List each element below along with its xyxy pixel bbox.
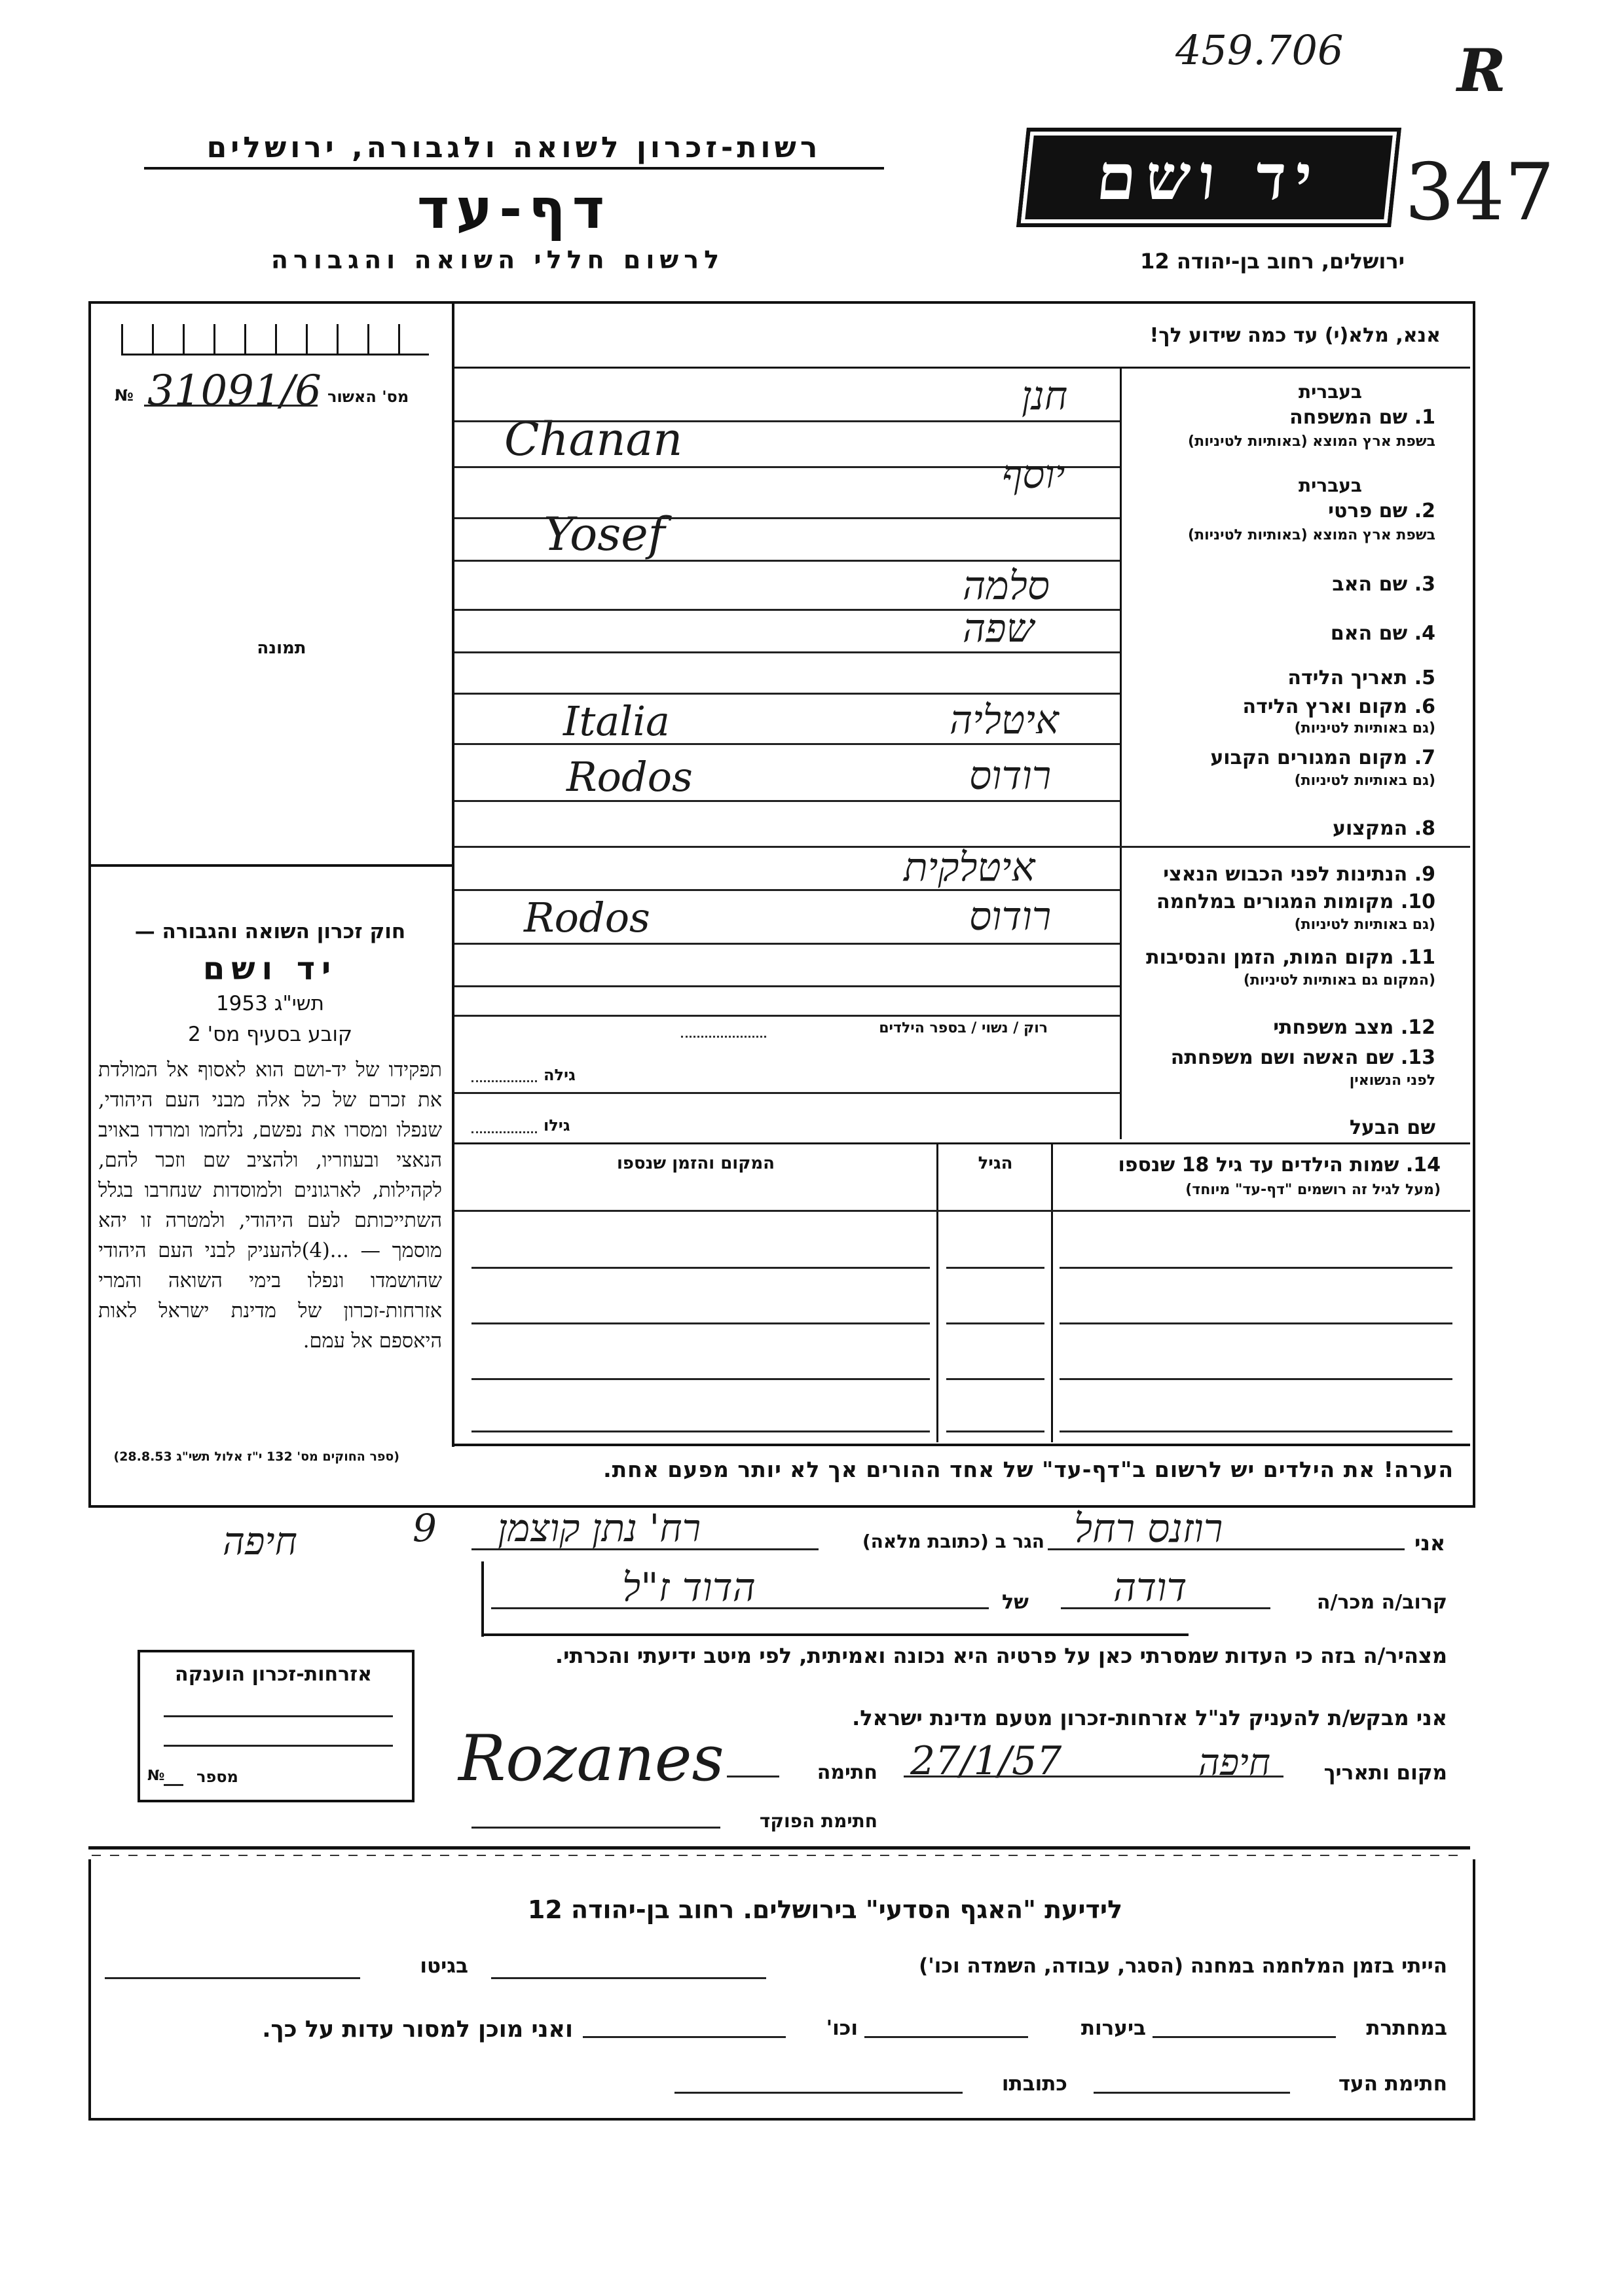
corner-mark: R bbox=[1457, 36, 1506, 105]
field-11-label: 11. מקום המות, הזמן והנסיבות bbox=[1146, 946, 1435, 969]
field-8-label: 8. המקצוע bbox=[1332, 817, 1435, 840]
place-value[interactable]: חיפה bbox=[1198, 1741, 1270, 1784]
left-column-divider bbox=[452, 301, 454, 1447]
field-7-label: 7. מקום המגורים הקבוע bbox=[1210, 746, 1435, 769]
margin-number: 9 bbox=[413, 1506, 437, 1550]
approval-ticks bbox=[121, 324, 429, 355]
form-title: דף-עד bbox=[416, 177, 612, 241]
field-6-hebrew[interactable]: איטליה bbox=[950, 697, 1059, 743]
etc-label: וכו' bbox=[826, 2016, 858, 2040]
field-3-label: 3. שם האב bbox=[1332, 573, 1435, 596]
field-5-label: 5. תאריך הלידה bbox=[1287, 666, 1435, 689]
field-1-hebrew[interactable]: חנן bbox=[1022, 373, 1068, 419]
field-10-sub: (גם באותיות לטיניות) bbox=[1294, 917, 1435, 933]
declaration-text: מצהיר/ה בזה כי העדות שמסרתי כאן על פרטיה היא נכונה ואמיתית, לפי מיטב ידיעתי והכרתי. bbox=[555, 1643, 1447, 1668]
field-6-sub: (גם באותיות לטיניות) bbox=[1294, 720, 1435, 737]
field-2-latin[interactable]: Yosef bbox=[544, 507, 665, 561]
witness-address-label: כתובתו bbox=[1001, 2072, 1067, 2096]
page-count: 347 bbox=[1405, 147, 1555, 238]
form-subtitle: לרשום חללי השואה והגבורה bbox=[270, 246, 725, 274]
field-13-label: 13. שם האשה ושם משפחתה bbox=[1170, 1046, 1435, 1069]
field-6-label: 6. מקום וארץ הלידה bbox=[1242, 695, 1435, 718]
field-13-sub: לפני הנשואין bbox=[1349, 1072, 1435, 1089]
signature-value[interactable]: Rozanes bbox=[458, 1722, 724, 1795]
citizenship-number-label: מספר bbox=[196, 1768, 238, 1786]
wife-age-label: גילה bbox=[544, 1066, 576, 1084]
relation-value[interactable]: דודה bbox=[1113, 1565, 1187, 1611]
field-7-latin[interactable]: Rodos bbox=[566, 753, 693, 801]
photo-label: תמונה bbox=[257, 638, 306, 658]
children-header: 14. שמות הילדים עד גיל 18 שנספו bbox=[1118, 1154, 1441, 1176]
law-clause: קובע בסעיף מס' 2 bbox=[188, 1023, 352, 1046]
field-7-sub: (גם באותיות לטיניות) bbox=[1294, 773, 1435, 789]
approval-number[interactable]: 31091/6 bbox=[147, 367, 322, 415]
lives-at-label: הגר ב (כתובת מלאה) bbox=[862, 1531, 1044, 1552]
field-3-value[interactable]: סלמה bbox=[963, 563, 1050, 609]
field-9-value[interactable]: איטלקית bbox=[904, 845, 1035, 890]
law-body: תפקידו של יד-ושם הוא לאסוף אל המולדת את זכרם של כל אלה מבני העם היהודי, שנפלו ומסרו את נפשם, נלחמו ומרדו באויב הנאצי ובעוזריו, ולהציב שם וזכר להם, לקהילות, לארגונים ולמוסדות שנחרבו בגלל השתייכותם לעם היהודי, ולמטרה זו יהא מוסמך — ...(4)להעניק לבני העם היהודי שהושמדו ונפלו בימי השואה והמרי אזרחות-זכרון של מדינת ישראל לאות היאספם אל עמם. bbox=[98, 1059, 442, 1353]
law-title: חוק זכרון השואה והגבורה — bbox=[134, 920, 406, 943]
declarant-name[interactable]: רוזנס רחל bbox=[1074, 1506, 1223, 1552]
camp-line: הייתי בזמן המלחמה במחנה (הסגר, עבודה, השמדה וכו') bbox=[919, 1954, 1447, 1978]
children-place-header: המקום והזמן שנספו bbox=[616, 1154, 775, 1173]
request-text: אני מבקש/ת להעניק לנ"ל אזרחות-זכרון מטעם מדינת ישראל. bbox=[852, 1705, 1447, 1730]
declarant-address[interactable]: רח' נתן קוצמן bbox=[498, 1506, 701, 1550]
field-10-label: 10. מקומות המגורים במלחמה bbox=[1156, 890, 1435, 913]
approval-label: מס' האשור bbox=[327, 388, 409, 406]
children-header-sub: (מעל לגיל זה רושמים "דף-עד" מיוחד) bbox=[1185, 1182, 1441, 1198]
field-6-latin[interactable]: Italia bbox=[563, 697, 670, 745]
field-7-hebrew[interactable]: רודוס bbox=[969, 753, 1052, 799]
logo-text: יד ושם bbox=[1093, 140, 1325, 214]
field-2-label: 2. שם פרטי bbox=[1328, 500, 1435, 522]
citizenship-title: אזרחות-זכרון הוענקה bbox=[174, 1663, 373, 1686]
field-10-hebrew[interactable]: רודוס bbox=[969, 894, 1052, 939]
field-2-hebrew[interactable]: יוסף bbox=[1002, 452, 1065, 498]
forests-label: ביערות bbox=[1080, 2016, 1146, 2040]
witness-signature-label: חתימת העד bbox=[1338, 2072, 1447, 2096]
field-2-sub: בשפת ארץ המוצא (באותיות לטיניות) bbox=[1188, 527, 1435, 543]
officer-label: חתימת הפוקד bbox=[759, 1810, 877, 1832]
law-logo: יד ושם bbox=[202, 951, 338, 987]
marital-options[interactable]: רוק / נשוי / בספר הילדים bbox=[879, 1020, 1048, 1036]
field-1-label: 1. שם המשפחה bbox=[1289, 406, 1435, 429]
field-1-sub: בשפת ארץ המוצא (באותיות לטיניות) bbox=[1188, 433, 1435, 450]
place-date-label: מקום ותאריך bbox=[1323, 1761, 1447, 1785]
declarant-prefix: אני bbox=[1414, 1531, 1446, 1556]
law-year: תשי"ג 1953 bbox=[215, 992, 325, 1015]
date-value[interactable]: 27/1/57 bbox=[910, 1738, 1062, 1784]
of-label: של bbox=[1002, 1591, 1029, 1614]
yad-vashem-logo bbox=[1016, 128, 1401, 227]
field-9-label: 9. הנתינות לפני הכבוש הנאצי bbox=[1163, 863, 1435, 886]
field-label-divider bbox=[1120, 367, 1122, 1139]
relation-extra[interactable]: הדוד ז"ל bbox=[622, 1565, 756, 1611]
note: הערה! את הילדים יש לרשום ב"דף-עד" של אחד ההורים אך לא יותר מפעם אחת. bbox=[603, 1457, 1454, 1482]
citizenship-number-symbol: № bbox=[147, 1768, 165, 1784]
instruction-text: אנא, מלא(י) עד כמה שידוע לך! bbox=[1149, 324, 1441, 347]
field-1-latin[interactable]: Chanan bbox=[504, 412, 683, 466]
field-4-value[interactable]: שפה bbox=[963, 606, 1035, 651]
relation-label: קרוב/ה מכר/ה bbox=[1316, 1591, 1447, 1614]
field-2-tag: בעברית bbox=[1298, 475, 1362, 496]
signature-label: חתימה bbox=[817, 1761, 877, 1784]
testimony-ready: ואני מוכן למסור עדות על כך. bbox=[262, 2016, 573, 2043]
archive-number: 459.706 bbox=[1175, 26, 1344, 74]
field-4-label: 4. שם האם bbox=[1330, 622, 1435, 645]
approval-suffix: № bbox=[115, 386, 134, 405]
field-1-tag: בעברית bbox=[1298, 381, 1362, 403]
law-source: (ספר החוקים מס' 132 י"ז אלול תשי"ג 28.8.53) bbox=[113, 1449, 399, 1464]
address: ירושלים, רחוב בן-יהודה 12 bbox=[1140, 249, 1405, 274]
field-10-latin[interactable]: Rodos bbox=[524, 894, 650, 941]
field-12-label: 12. מצב משפחתי bbox=[1273, 1016, 1435, 1039]
children-age-header: הגיל bbox=[978, 1154, 1013, 1173]
underground-label: במחתרת bbox=[1366, 2016, 1447, 2040]
bottom-title: לידיעת "האגף הסדעי" בירושלים. רחוב בן-יהודה 12 bbox=[527, 1895, 1123, 1924]
ghetto-label: בגיטו bbox=[420, 1954, 468, 1978]
city-margin[interactable]: חיפה bbox=[223, 1519, 297, 1563]
husband-age-label: גילו bbox=[544, 1116, 570, 1135]
bottom-separator bbox=[88, 1846, 1470, 1850]
husband-label: שם הבעל bbox=[1349, 1116, 1435, 1139]
field-11-sub: (המקום גם באותיות לטיניות) bbox=[1243, 972, 1435, 989]
authority-line: רשות-זכרון לשואה ולגבורה, ירושלים bbox=[144, 131, 884, 170]
